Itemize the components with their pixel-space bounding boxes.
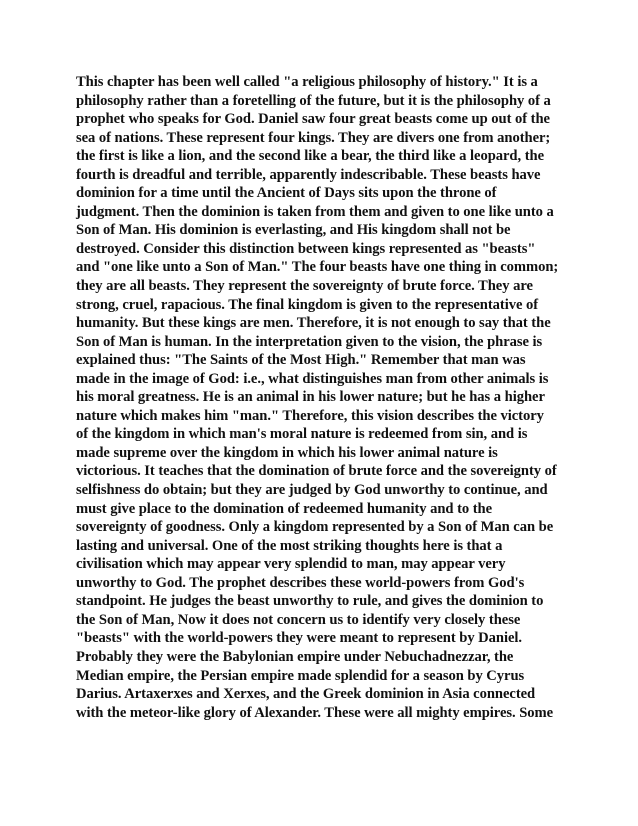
text-line: selfishness do obtain; but they are judged by God unworthy to continue, and <box>76 482 548 499</box>
text-line: judgment. Then the dominion is taken from them and given to one like unto a <box>76 203 554 220</box>
text-line: explained thus: "The Saints of the Most High." Remember that man was <box>76 352 526 369</box>
text-line: philosophy rather than a foretelling of the future, but it is the philosophy of a <box>76 92 551 109</box>
text-line: nature which makes him "man." Therefore, this vision describes the victory <box>76 407 544 424</box>
text-line: victorious. It teaches that the domination of brute force and the sovereignty of <box>76 463 557 480</box>
text-line: the Son of Man, Now it does not concern us to identify very closely these <box>76 611 521 628</box>
text-line: Probably they were the Babylonian empire under Nebuchadnezzar, the <box>76 648 514 665</box>
text-line: sovereignty of goodness. Only a kingdom represented by a Son of Man can be <box>76 519 554 536</box>
text-line: dominion for a time until the Ancient of Days sits upon the throne of <box>76 185 497 202</box>
text-line: strong, cruel, rapacious. The final kingdom is given to the representative of <box>76 296 539 313</box>
text-line: and "one like unto a Son of Man." The four beasts have one thing in common; <box>76 259 559 276</box>
text-line: must give place to the domination of redeemed humanity and to the <box>76 500 493 517</box>
text-line: prophet who speaks for God. Daniel saw four great beasts come up out of the <box>76 111 550 128</box>
text-line: unworthy to God. The prophet describes these world-powers from God's <box>76 574 525 591</box>
text-line: of the kingdom in which man's moral nature is redeemed from sin, and is <box>76 426 528 443</box>
text-line: Son of Man. His dominion is everlasting, and His kingdom shall not be <box>76 222 511 239</box>
text-line: the first is like a lion, and the second like a bear, the third like a leopard, the <box>76 148 545 165</box>
text-line: made supreme over the kingdom in which his lower animal nature is <box>76 444 498 461</box>
text-line: his moral greatness. He is an animal in his lower nature; but he has a higher <box>76 389 545 406</box>
text-line: with the meteor-like glory of Alexander. These were all mighty empires. Some <box>76 704 554 721</box>
text-line: Son of Man is human. In the interpretation given to the vision, the phrase is <box>76 333 543 350</box>
text-line: Median empire, the Persian empire made splendid for a season by Cyrus <box>76 667 525 684</box>
text-line: civilisation which may appear very splendid to man, may appear very <box>76 556 506 573</box>
text-line: made in the image of God: i.e., what distinguishes man from other animals is <box>76 370 549 387</box>
text-line: humanity. But these kings are men. Therefore, it is not enough to say that the <box>76 315 551 332</box>
text-line: sea of nations. These represent four kings. They are divers one from another; <box>76 129 551 146</box>
text-line: Darius. Artaxerxes and Xerxes, and the Greek dominion in Asia connected <box>76 686 536 703</box>
text-line: destroyed. Consider this distinction between kings represented as "beasts" <box>76 240 536 257</box>
text-line: fourth is dreadful and terrible, apparently indescribable. These beasts have <box>76 166 541 183</box>
text-line: This chapter has been well called "a religious philosophy of history." It is a <box>76 74 538 90</box>
text-line: lasting and universal. One of the most striking thoughts here is that a <box>76 537 503 554</box>
text-line: "beasts" with the world-powers they were meant to represent by Daniel. <box>76 630 523 647</box>
text-line: they are all beasts. They represent the sovereignty of brute force. They are <box>76 278 533 295</box>
body-text <box>76 73 576 722</box>
text-line: standpoint. He judges the beast unworthy to rule, and gives the dominion to <box>76 593 544 610</box>
